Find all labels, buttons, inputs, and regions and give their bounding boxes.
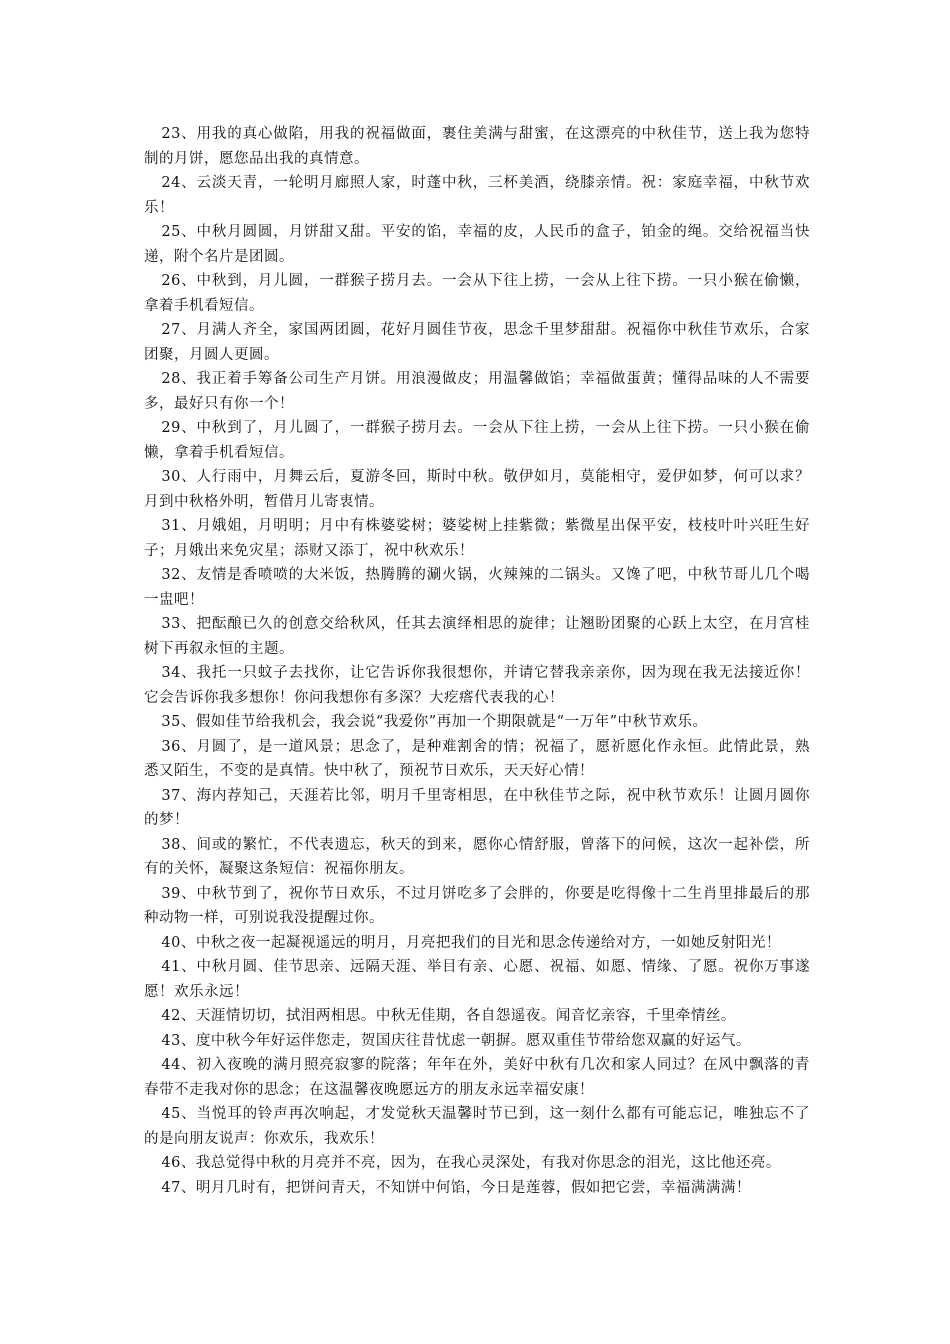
paragraph-33: 33、把酝酿已久的创意交给秋风，任其去演绎相思的旋律；让翘盼团聚的心跃上太空，在月宫桂树下再叙永恒的主题。 bbox=[144, 616, 810, 657]
paragraph-37: 37、海内荐知己，天涯若比邻，明月千里寄相思，在中秋佳节之际，祝中秋节欢乐！让圆月圆你的梦！ bbox=[144, 787, 810, 828]
paragraph-28: 28、我正着手筹备公司生产月饼。用浪漫做皮；用温馨做馅；幸福做蛋黄；懂得品味的人不需要多，最好只有你一个！ bbox=[144, 371, 810, 412]
paragraph-44: 44、初入夜晚的满月照亮寂寥的院落；年年在外，美好中秋有几次和家人同过？在风中飘落的青春带不走我对你的思念；在这温馨夜晚愿远方的朋友永远幸福安康！ bbox=[144, 1057, 810, 1098]
paragraph-25: 25、中秋月圆圆，月饼甜又甜。平安的馅，幸福的皮，人民币的盒子，铂金的绳。交给祝福当快递，附个名片是团圆。 bbox=[144, 224, 810, 265]
paragraph-23: 23、用我的真心做陷，用我的祝福做面，裹住美满与甜蜜，在这漂亮的中秋佳节，送上我为您特制的月饼，愿您品出我的真情意。 bbox=[144, 126, 810, 167]
paragraph-38: 38、间或的繁忙，不代表遗忘，秋天的到来，愿你心情舒服，曾落下的问候，这次一起补偿，所有的关怀，凝聚这条短信：祝福你朋友。 bbox=[144, 836, 810, 877]
paragraph-45: 45、当悦耳的铃声再次响起，才发觉秋天温馨时节已到，这一刻什么都有可能忘记，唯独忘不了的是向朋友说声：你欢乐，我欢乐！ bbox=[144, 1106, 810, 1147]
paragraph-41: 41、中秋月圆、佳节思亲、远隔天涯、举目有亲、心愿、祝福、如愿、情缘、了愿。祝你万事遂愿！欢乐永远！ bbox=[144, 959, 810, 1000]
paragraph-29: 29、中秋到了，月儿圆了，一群猴子捞月去。一会从下往上捞，一会从上往下捞。一只小猴在偷懒，拿着手机看短信。 bbox=[144, 420, 810, 461]
paragraph-30: 30、人行雨中，月舞云后，夏游冬回，斯时中秋。敬伊如月，莫能相守，爱伊如梦，何可以求？月到中秋格外明，暂借月儿寄衷情。 bbox=[144, 469, 810, 510]
paragraph-26: 26、中秋到，月儿圆，一群猴子捞月去。一会从下往上捞，一会从上往下捞。一只小猴在偷懒，拿着手机看短信。 bbox=[144, 273, 810, 314]
paragraph-31: 31、月娥姐，月明明；月中有株婆娑树；婆娑树上挂紫微；紫微星出保平安，枝枝叶叶兴旺生好子；月娥出来免灾星；添财又添丁，祝中秋欢乐！ bbox=[144, 518, 810, 559]
paragraph-46: 46、我总觉得中秋的月亮并不亮，因为，在我心灵深处，有我对你思念的泪光，这比他还亮。 bbox=[161, 1155, 781, 1171]
paragraph-47: 47、明月几时有，把饼问青天，不知饼中何馅，今日是莲蓉，假如把它尝，幸福满满满！ bbox=[161, 1179, 751, 1196]
paragraph-32: 32、友情是香喷喷的大米饭，热腾腾的涮火锅，火辣辣的二锅头。又馋了吧，中秋节哥儿几个喝一盅吧！ bbox=[144, 567, 810, 608]
paragraph-40: 40、中秋之夜一起凝视遥远的明月，月亮把我们的目光和思念传递给对方，一如她反射阳光！ bbox=[161, 934, 781, 951]
paragraph-24: 24、云淡天青，一轮明月廊照人家，时蓬中秋，三杯美酒，绕膝亲情。祝：家庭幸福，中秋节欢乐！ bbox=[144, 175, 810, 216]
paragraph-43: 43、度中秋今年好运伴您走，贺国庆往昔忧虑一朝摒。愿双重佳节带给您双赢的好运气。 bbox=[161, 1032, 751, 1049]
paragraph-35: 35、假如佳节给我机会，我会说“我爱你”再加一个期限就是“一万年”中秋节欢乐。 bbox=[161, 714, 708, 730]
paragraph-34: 34、我托一只蚊子去找你，让它告诉你我很想你，并请它替我亲亲你，因为现在我无法接近你！它会告诉你我多想你！你问我想你有多深？大疙瘩代表我的心！ bbox=[144, 665, 810, 706]
paragraph-39: 39、中秋节到了，祝你节日欢乐，不过月饼吃多了会胖的，你要是吃得像十二生肖里排最后的那种动物一样，可别说我没提醒过你。 bbox=[144, 885, 810, 926]
paragraph-36: 36、月圆了，是一道风景；思念了，是种难割舍的情；祝福了，愿祈愿化作永恒。此情此景，熟悉又陌生，不变的是真情。快中秋了，预祝节日欢乐，天天好心情！ bbox=[144, 738, 810, 779]
document-body bbox=[144, 122, 810, 1200]
paragraph-42: 42、天涯情切切，拭泪两相思。中秋无佳期，各自怨遥夜。闻音忆亲容，千里牵情丝。 bbox=[161, 1008, 736, 1024]
paragraph-27: 27、月满人齐全，家国两团圆，花好月圆佳节夜，思念千里梦甜甜。祝福你中秋佳节欢乐，合家团聚，月圆人更圆。 bbox=[144, 322, 810, 363]
